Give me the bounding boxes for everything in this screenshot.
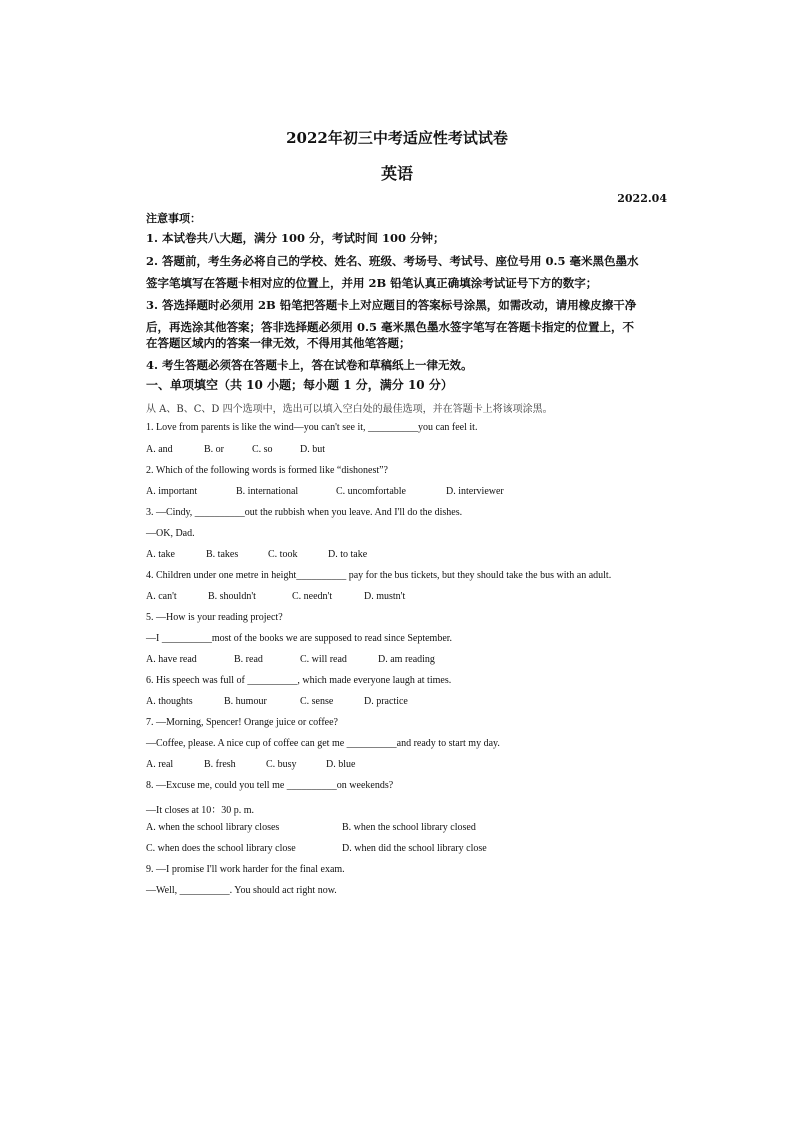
question-4-option-d: D. mustn't: [364, 591, 406, 602]
question-5-option-a: A. have read: [146, 654, 197, 665]
exam-title: 2022年初三中考适应性考试试卷: [286, 129, 508, 147]
question-2-option-a: A. important: [146, 486, 198, 497]
question-6-option-b: B. humour: [224, 696, 267, 707]
section-title: 一、单项填空（共 10 小题；每小题 1 分，满分 10 分）: [146, 378, 453, 392]
question-4-option-a: A. can't: [146, 591, 177, 602]
question-9-stem: 9. —I promise I'll work harder for the final exam.: [146, 864, 345, 875]
note-line: 1. 本试卷共八大题，满分 100 分，考试时间 100 分钟；: [146, 231, 445, 245]
question-2-stem: 2. Which of the following words is formed like “dishonest”?: [146, 465, 388, 476]
question-6-stem: 6. His speech was full of __________, which made everyone laugh at times.: [146, 675, 452, 686]
question-3-stem: —OK, Dad.: [146, 528, 195, 539]
question-2-option-b: B. international: [236, 486, 299, 497]
question-3-option-a: A. take: [146, 549, 175, 560]
notes-heading: 注意事项：: [146, 212, 201, 225]
question-3-option-d: D. to take: [328, 549, 368, 560]
question-7-stem: 7. —Morning, Spencer! Orange juice or coffee?: [146, 717, 338, 728]
question-1-option-a: A. and: [146, 444, 173, 455]
question-6-option-c: C. sense: [300, 696, 334, 707]
note-line: 4. 考生答题必须答在答题卡上，答在试卷和草稿纸上一律无效。: [146, 358, 473, 372]
question-1-option-d: D. but: [300, 444, 325, 455]
question-1-option-b: B. or: [204, 444, 224, 455]
question-7-stem: —Coffee, please. A nice cup of coffee can get me __________and ready to start my day.: [146, 738, 500, 749]
question-5-option-b: B. read: [234, 654, 263, 665]
question-7-option-a: A. real: [146, 759, 174, 770]
note-line: 后，再选涂其他答案；答非选择题必须用 0.5 毫米黑色墨水签字笔写在答题卡指定的位置上，不: [146, 320, 635, 334]
exam-subject: 英语: [380, 164, 413, 183]
question-2-option-d: D. interviewer: [446, 486, 504, 497]
note-line: 3. 答选择题时必须用 2B 铅笔把答题卡上对应题目的答案标号涂黑，如需改动，请用橡皮擦干净: [146, 298, 637, 312]
note-line: 签字笔填写在答题卡相对应的位置上，并用 2B 铅笔认真正确填涂考试证号下方的数字；: [146, 276, 598, 290]
question-4-stem: 4. Children under one metre in height__________ pay for the bus tickets, but they should take the bus with an adult.: [146, 570, 612, 581]
note-line: 2. 答题前，考生务必将自己的学校、姓名、班级、考场号、考试号、座位号用 0.5 毫米黑色墨水: [146, 254, 639, 268]
question-8-stem: —It closes at 10：30 p. m.: [146, 805, 255, 816]
question-4-option-c: C. needn't: [292, 591, 333, 602]
question-5-stem: —I __________most of the books we are supposed to read since September.: [146, 633, 453, 644]
question-7-option-b: B. fresh: [204, 759, 236, 770]
exam-date: 2022.04: [617, 192, 667, 205]
question-7-option-c: C. busy: [266, 759, 297, 770]
question-8-option-a: A. when the school library closes: [146, 822, 280, 833]
question-7-option-d: D. blue: [326, 759, 356, 770]
question-6-option-a: A. thoughts: [146, 696, 193, 707]
question-5-option-c: C. will read: [300, 654, 347, 665]
question-8-option-d: D. when did the school library close: [342, 843, 487, 854]
question-2-option-c: C. uncomfortable: [336, 486, 406, 497]
question-3-stem: 3. —Cindy, __________out the rubbish when you leave. And I'll do the dishes.: [146, 507, 463, 518]
question-4-option-b: B. shouldn't: [208, 591, 256, 602]
question-3-option-c: C. took: [268, 549, 298, 560]
question-5-option-d: D. am reading: [378, 654, 435, 665]
question-6-option-d: D. practice: [364, 696, 408, 707]
question-1-option-c: C. so: [252, 444, 273, 455]
question-1-stem: 1. Love from parents is like the wind—you can't see it, __________you can feel it.: [146, 422, 478, 433]
question-8-option-b: B. when the school library closed: [342, 822, 476, 833]
section-instruction: 从 A、B、C、D 四个选项中，选出可以填入空白处的最佳选项，并在答题卡上将该项涂黑。: [146, 404, 553, 415]
question-9-stem: —Well, __________. You should act right now.: [146, 885, 337, 896]
question-8-option-c: C. when does the school library close: [146, 843, 296, 854]
question-3-option-b: B. takes: [206, 549, 239, 560]
question-5-stem: 5. —How is your reading project?: [146, 612, 283, 623]
note-line: 在答题区域内的答案一律无效，不得用其他笔答题；: [146, 336, 411, 350]
question-8-stem: 8. —Excuse me, could you tell me __________on weekends?: [146, 780, 394, 791]
